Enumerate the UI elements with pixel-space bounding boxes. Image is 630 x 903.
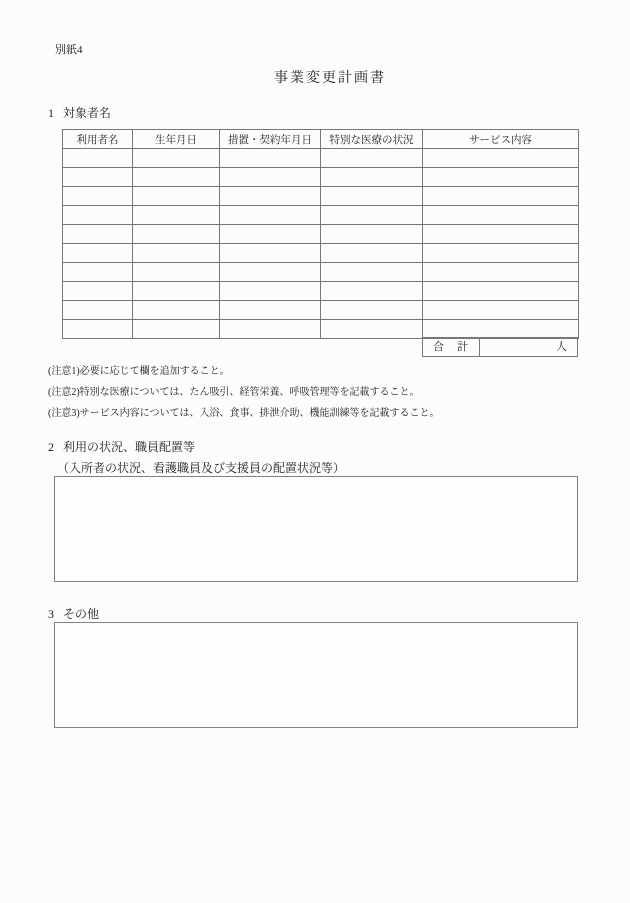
table-cell — [63, 187, 133, 206]
table-cell — [133, 301, 220, 320]
table-body — [63, 149, 579, 339]
table-cell — [133, 225, 220, 244]
target-person-table — [62, 129, 579, 339]
table-cell — [321, 263, 423, 282]
table-cell — [63, 168, 133, 187]
table-cell — [133, 263, 220, 282]
table-cell — [63, 263, 133, 282]
table-cell — [423, 263, 579, 282]
table-cell — [133, 282, 220, 301]
table-cell — [423, 320, 579, 339]
section1-title: 対象者名 — [63, 106, 112, 120]
section1-number: 1 — [48, 106, 54, 120]
table-cell — [220, 282, 321, 301]
notes-block — [48, 361, 439, 424]
table-cell — [133, 187, 220, 206]
note-2: (注意2)特別な医療については、たん吸引、経管栄養、呼吸管理等を記載すること。 — [48, 387, 420, 398]
table-cell — [133, 244, 220, 263]
table-cell — [423, 244, 579, 263]
column-header-user-name: 利用者名 — [63, 130, 133, 149]
table-row — [63, 149, 579, 168]
section2-number: 2 — [48, 440, 54, 454]
section3-number: 3 — [48, 607, 54, 621]
table-cell — [321, 206, 423, 225]
table-cell — [423, 187, 579, 206]
table-row — [63, 320, 579, 339]
table-cell — [423, 282, 579, 301]
table-cell — [321, 187, 423, 206]
table-cell — [133, 320, 220, 339]
section2-heading — [48, 438, 195, 455]
usage-staffing-fill-box — [54, 476, 578, 582]
table-cell — [220, 320, 321, 339]
table-row — [63, 282, 579, 301]
section1-heading — [48, 104, 111, 121]
table-row — [63, 225, 579, 244]
table-cell — [423, 301, 579, 320]
table-cell — [321, 225, 423, 244]
table-cell — [63, 225, 133, 244]
table-cell — [63, 244, 133, 263]
table-cell — [63, 149, 133, 168]
attachment-label: 別紙4 — [55, 44, 83, 56]
section2-subheading: （入所者の状況、看護職員及び支援員の配置状況等） — [57, 461, 346, 475]
total-row — [422, 337, 578, 357]
column-header-service-content: サービス内容 — [423, 130, 579, 149]
table-cell — [63, 301, 133, 320]
table-cell — [133, 168, 220, 187]
table-cell — [423, 168, 579, 187]
table-cell — [321, 149, 423, 168]
table-cell — [423, 225, 579, 244]
column-header-birth-date: 生年月日 — [133, 130, 220, 149]
other-fill-box — [54, 622, 578, 728]
table-cell — [133, 149, 220, 168]
table-row — [63, 244, 579, 263]
total-unit-label: 人 — [556, 341, 567, 353]
table-cell — [220, 244, 321, 263]
note-1: (注意1)必要に応じて欄を追加すること。 — [48, 366, 230, 377]
total-value-cell — [480, 337, 578, 357]
column-header-contract-date: 措置・契約年月日 — [220, 130, 321, 149]
table-cell — [423, 149, 579, 168]
table-cell — [220, 301, 321, 320]
table-cell — [321, 301, 423, 320]
column-header-special-medical: 特別な医療の状況 — [321, 130, 423, 149]
section2-title: 利用の状況、職員配置等 — [63, 440, 196, 454]
table-row — [63, 301, 579, 320]
table-cell — [220, 149, 321, 168]
total-label: 合 計 — [422, 337, 480, 357]
table-cell — [63, 320, 133, 339]
table-cell — [220, 168, 321, 187]
table-cell — [423, 206, 579, 225]
page-title: 事業変更計画書 — [274, 71, 386, 86]
note-3: (注意3)サービス内容については、入浴、食事、排泄介助、機能訓練等を記載すること。 — [48, 408, 440, 419]
table-cell — [321, 320, 423, 339]
table-cell — [220, 187, 321, 206]
table-cell — [321, 244, 423, 263]
table-cell — [63, 282, 133, 301]
table-cell — [321, 282, 423, 301]
table-row — [63, 263, 579, 282]
table-cell — [220, 206, 321, 225]
table-cell — [220, 263, 321, 282]
table-row — [63, 206, 579, 225]
table-header-row — [63, 130, 579, 149]
section3-heading — [48, 605, 99, 622]
table-cell — [220, 225, 321, 244]
table-row — [63, 187, 579, 206]
section3-title: その他 — [63, 607, 100, 621]
table-cell — [133, 206, 220, 225]
table-cell — [321, 168, 423, 187]
table-row — [63, 168, 579, 187]
table-cell — [63, 206, 133, 225]
